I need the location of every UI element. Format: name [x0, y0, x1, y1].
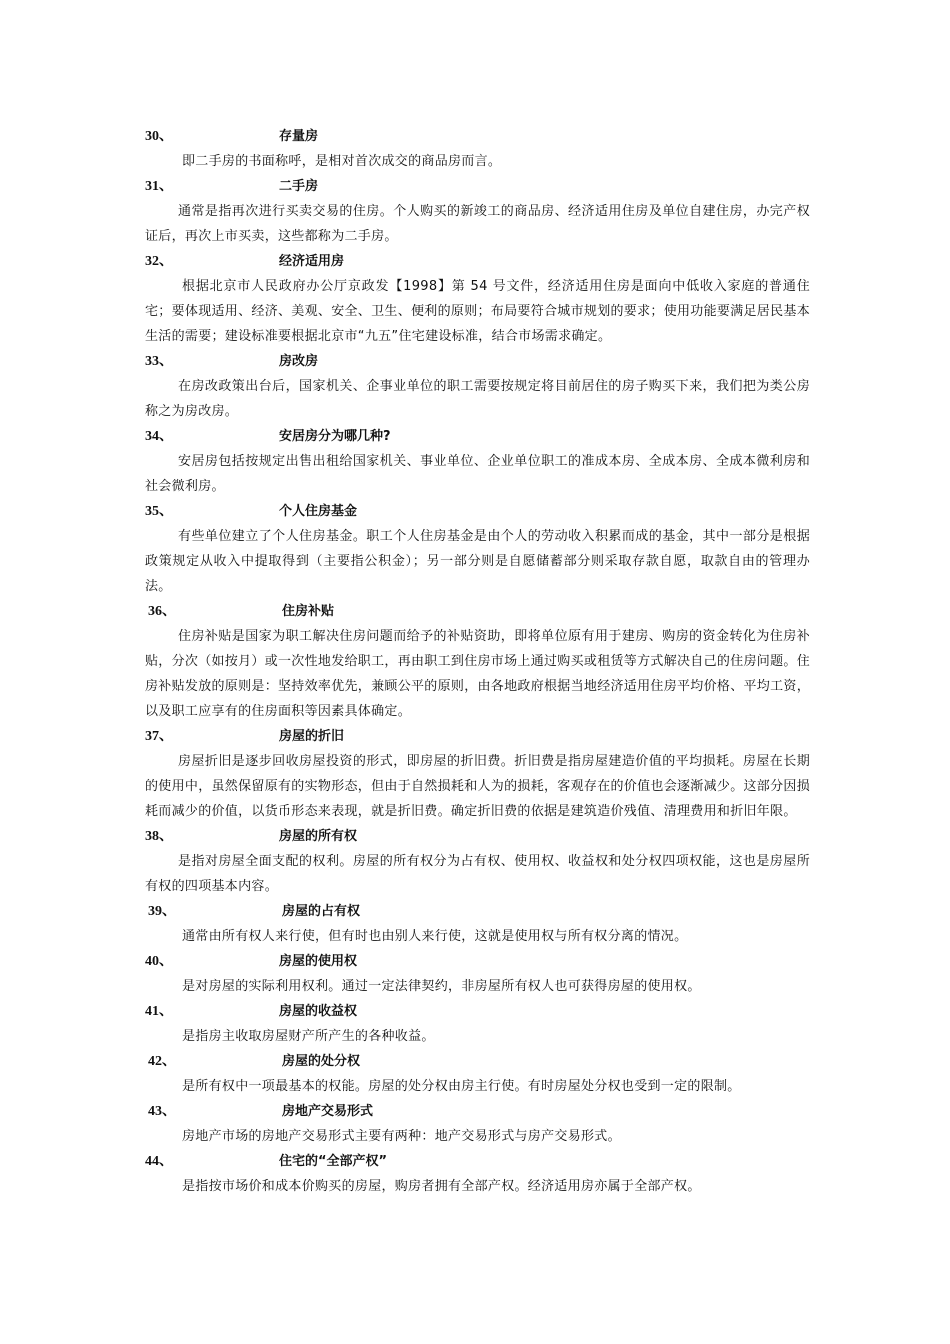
entry-heading — [145, 1149, 810, 1174]
entry-40 — [145, 949, 810, 999]
entry-title: 房改房 — [279, 354, 319, 369]
entry-body: 安居房包括按规定出售出租给国家机关、事业单位、企业单位职工的准成本房、全成本房、全成本微利房和社会微利房。 — [145, 454, 810, 494]
entry-number: 35、 — [145, 504, 173, 519]
entry-heading — [145, 1049, 810, 1074]
entry-heading — [145, 349, 810, 374]
entry-body: 是指房主收取房屋财产所产生的各种收益。 — [182, 1029, 435, 1044]
entry-body: 是对房屋的实际利用权利。通过一定法律契约，非房屋所有权人也可获得房屋的使用权。 — [182, 979, 701, 994]
entry-37 — [145, 724, 810, 824]
entry-heading — [145, 424, 810, 449]
entry-body: 房屋折旧是逐步回收房屋投资的形式，即房屋的折旧费。折旧费是指房屋建造价值的平均损耗。房屋在长期的使用中，虽然保留原有的实物形态，但由于自然损耗和人为的损耗，客观存在的价值也会逐渐减少。这部分因损耗而减少的价值，以货币形态来表现，就是折旧费。确定折旧费的依据是建筑造价残值、清理费用和折旧年限。 — [145, 754, 811, 819]
entry-body: 在房改政策出台后，国家机关、企事业单位的职工需要按规定将目前居住的房子购买下来，我们把为类公房称之为房改房。 — [145, 379, 810, 419]
entry-body: 住房补贴是国家为职工解决住房问题而给予的补贴资助，即将单位原有用于建房、购房的资金转化为住房补贴，分次（如按月）或一次性地发给职工，再由职工到住房市场上通过购买或租赁等方式解决自己的住房问题。住房补贴发放的原则是：坚持效率优先，兼顾公平的原则，由各地政府根据当地经济适用住房平均价格、平均工资，以及职工应享有的住房面积等因素具体确定。 — [145, 629, 811, 719]
entry-body: 根据北京市人民政府办公厅京政发【1998】第 54 号文件，经济适用住房是面向中低收入家庭的普通住宅；要体现适用、经济、美观、安全、卫生、便利的原则；布局要符合城市规划的要求；使用功能要满足居民基本生活的需要；建设标准要根据北京市“九五”住宅建设标准，结合市场需求确定。 — [145, 279, 811, 344]
entry-title: 安居房分为哪几种? — [279, 429, 391, 444]
entry-31 — [145, 174, 810, 249]
entry-30 — [145, 124, 810, 174]
entry-44 — [145, 1149, 810, 1199]
entry-number: 32、 — [145, 254, 173, 269]
entry-number: 30、 — [145, 129, 173, 144]
entry-body: 房地产市场的房地产交易形式主要有两种：地产交易形式与房产交易形式。 — [182, 1129, 621, 1144]
entry-title: 房屋的所有权 — [279, 829, 358, 844]
entry-title: 二手房 — [279, 179, 319, 194]
entry-34 — [145, 424, 810, 499]
entry-heading — [145, 124, 810, 149]
entry-number: 39、 — [148, 904, 176, 919]
entry-heading — [145, 249, 810, 274]
entry-42 — [145, 1049, 810, 1099]
entry-41 — [145, 999, 810, 1049]
entry-number: 38、 — [145, 829, 173, 844]
entry-number: 36、 — [148, 604, 176, 619]
entry-number: 44、 — [145, 1154, 173, 1169]
entry-35 — [145, 499, 810, 599]
entry-body: 是指按市场价和成本价购买的房屋，购房者拥有全部产权。经济适用房亦属于全部产权。 — [182, 1179, 701, 1194]
entry-title: 住房补贴 — [282, 604, 335, 619]
entry-title: 房屋的折旧 — [279, 729, 345, 744]
entry-title: 经济适用房 — [279, 254, 345, 269]
entry-number: 42、 — [148, 1054, 176, 1069]
entry-body: 即二手房的书面称呼，是相对首次成交的商品房而言。 — [182, 154, 502, 169]
entry-body: 是所有权中一项最基本的权能。房屋的处分权由房主行使。有时房屋处分权也受到一定的限制。 — [182, 1079, 741, 1094]
entry-number: 33、 — [145, 354, 173, 369]
entry-heading — [145, 499, 810, 524]
entry-36 — [145, 599, 810, 724]
entry-33 — [145, 349, 810, 424]
entry-number: 40、 — [145, 954, 173, 969]
entry-number: 43、 — [148, 1104, 176, 1119]
entry-title: 存量房 — [279, 129, 319, 144]
entry-heading — [145, 824, 810, 849]
entry-number: 41、 — [145, 1004, 173, 1019]
entry-32 — [145, 249, 810, 349]
entry-heading — [145, 1099, 810, 1124]
entry-heading — [145, 949, 810, 974]
entry-43 — [145, 1099, 810, 1149]
entry-title: 房屋的处分权 — [282, 1054, 361, 1069]
entry-38 — [145, 824, 810, 899]
entry-39 — [145, 899, 810, 949]
entry-title: 个人住房基金 — [279, 504, 358, 519]
entry-heading — [145, 899, 810, 924]
entry-title: 房屋的收益权 — [279, 1004, 358, 1019]
entry-heading — [145, 999, 810, 1024]
entry-body: 通常由所有权人来行使，但有时也由别人来行使，这就是使用权与所有权分离的情况。 — [182, 929, 688, 944]
entry-title: 住宅的“全部产权” — [279, 1154, 388, 1169]
entry-heading — [145, 599, 810, 624]
entry-title: 房屋的使用权 — [279, 954, 358, 969]
entry-title: 房屋的占有权 — [282, 904, 361, 919]
entry-heading — [145, 724, 810, 749]
entry-body: 通常是指再次进行买卖交易的住房。个人购买的新竣工的商品房、经济适用住房及单位自建住房，办完产权证后，再次上市买卖，这些都称为二手房。 — [145, 204, 810, 244]
entry-body: 是指对房屋全面支配的权利。房屋的所有权分为占有权、使用权、收益权和处分权四项权能，这也是房屋所有权的四项基本内容。 — [145, 854, 810, 894]
entry-number: 34、 — [145, 429, 173, 444]
entry-number: 31、 — [145, 179, 173, 194]
document-content — [145, 124, 810, 1199]
entry-number: 37、 — [145, 729, 173, 744]
entry-body: 有些单位建立了个人住房基金。职工个人住房基金是由个人的劳动收入积累而成的基金，其中一部分是根据政策规定从收入中提取得到（主要指公积金）；另一部分则是自愿储蓄部分则采取存款自愿，取款自由的管理办法。 — [145, 529, 810, 594]
entry-title: 房地产交易形式 — [282, 1104, 374, 1119]
entry-heading — [145, 174, 810, 199]
